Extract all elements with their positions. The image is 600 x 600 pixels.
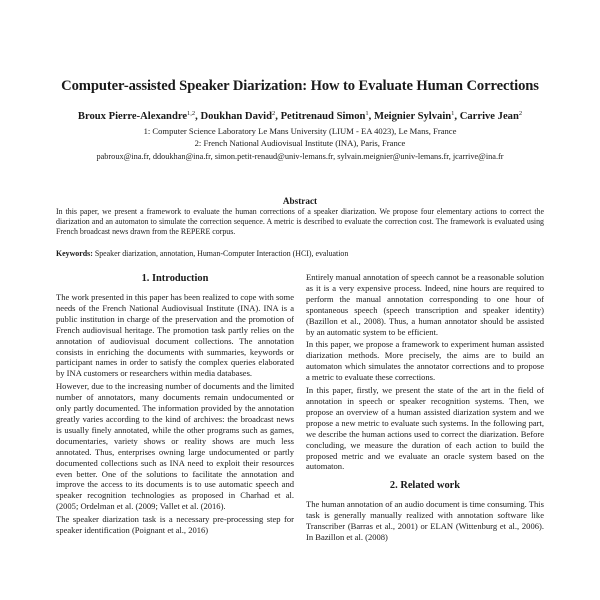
author: Meignier Sylvain$^1$,	[373, 110, 460, 122]
abstract-text: In this paper, we present a framework to evaluate the human corrections of a speaker diarization. We propose four elementary actions to correct the diarization and an automaton to simulate the correction sequence. A metric is described to evaluate the correction cost. The framework is evaluated using French broadcast news drawn from the REPERE corpus.	[56, 207, 544, 236]
author-affiliation-mark: 2	[518, 110, 523, 117]
author-list	[0, 110, 600, 122]
author-affiliation-mark: 1	[365, 110, 369, 117]
author-affiliation-mark: 1,2	[187, 110, 196, 117]
author-name: Petitrenaud Simon	[280, 111, 366, 122]
keywords-text: Speaker diarization, annotation, Human-Computer Interaction (HCI), evaluation	[94, 249, 349, 258]
author-name: Meignier Sylvain	[373, 111, 452, 122]
author-emails: pabroux@ina.fr, ddoukhan@ina.fr, simon.petit-renaud@univ-lemans.fr, sylvain.meignier@univ-lemans.fr, jcarrive@ina.fr	[96, 152, 504, 161]
paragraph: Entirely manual annotation of speech cannot be a reasonable solution as it is a very expensive process. Indeed, nine hours are required to perform the manual annotation corresponding to one hour of spontaneous speech (speech transcription and speaker identity) (Bazillon et al., 2008). Thus, a human annotator should be assisted by an automatic system to be efficient.	[306, 272, 544, 337]
paragraph: The human annotation of an audio document is time consuming. This task is generally manually realized with annotation software like Transcriber (Barras et al., 2001) or ELAN (Wittenburg et al., 2006). In Bazillon et al. (2008)	[306, 499, 544, 543]
author: Petitrenaud Simon$^1$,	[280, 110, 374, 122]
left-column	[56, 272, 294, 538]
paragraph: In this paper, we propose a framework to experiment human assisted diarization methods. More precisely, the aims are to build an automaton which simulates the annotator corrections and to propose a metric to evaluate these corrections.	[306, 339, 544, 383]
affiliation-2: 2: French National Audiovisual Institute (INA), Paris, France	[194, 138, 406, 148]
keywords-label: Keywords:	[56, 249, 93, 258]
author: Broux Pierre-Alexandre$^{1,2}$,	[77, 110, 201, 122]
paragraph: However, due to the increasing number of documents and the limited number of annotators, many documents remain undocumented or only partly documented. The information provided by the annotation greatly varies according to the kind of archives: the broadcast news is usually finely annotated, while the other programs such as games, documentaries, variety shows or reality shows are much less annotated. Thus, enterprises owning large undocumented or partly documented collections such as INA need to exploit their resources even better. One of the solutions to facilitate the annotation and improve the access to its documents is to use automatic speech and speaker recognition technologies as proposed in Charhad et al. (2005; Ordelman et al. (2009; Vallet et al. (2016).	[56, 381, 294, 512]
author-affiliation-mark: 1	[451, 110, 455, 117]
author-affiliation-mark: 2	[272, 110, 276, 117]
paper-title: Computer-assisted Speaker Diarization: How to Evaluate Human Corrections	[61, 78, 539, 94]
author	[460, 111, 522, 122]
paragraph: In this paper, firstly, we present the state of the art in the field of annotation in speech or speaker recognition systems. Then, we propose an overview of a human assisted diarization system and we propose a new metric to evaluate such systems. In the following part, we describe the human actions used to correct the diarization. Before concluding, we measure the duration of each action to build the proposed metric and we evaluate an oracle system based on the automaton.	[306, 385, 544, 472]
keywords	[56, 249, 544, 259]
section-heading-related-work: 2. Related work	[389, 480, 461, 492]
author: Doukhan David$^2$,	[200, 110, 281, 122]
paragraph: The speaker diarization task is a necessary pre-processing step for speaker identification (Poignant et al., 2016)	[56, 514, 294, 536]
abstract-heading: Abstract	[282, 196, 318, 206]
section-heading-introduction: 1. Introduction	[141, 273, 209, 284]
author-name: Broux Pierre-Alexandre	[77, 111, 188, 122]
author-name: Doukhan David	[200, 111, 273, 122]
paragraph: The work presented in this paper has been realized to cope with some needs of the French National Audiovisual Institute (INA). INA is a public institution in charge of the preservation and the promotion of French audiovisual heritage. The promotion task partly relies on the annotation of audiovisual document collections. The annotation consists in enriching the documents with summaries, keywords or participant names in order to satisfy the complex queries elaborated by INA customers or researchers within media databases.	[56, 292, 294, 379]
right-column	[306, 272, 544, 545]
affiliation-1: 1: Computer Science Laboratory Le Mans University (LIUM - EA 4023), Le Mans, France	[143, 126, 457, 136]
author-name: Carrive Jean	[459, 111, 519, 122]
